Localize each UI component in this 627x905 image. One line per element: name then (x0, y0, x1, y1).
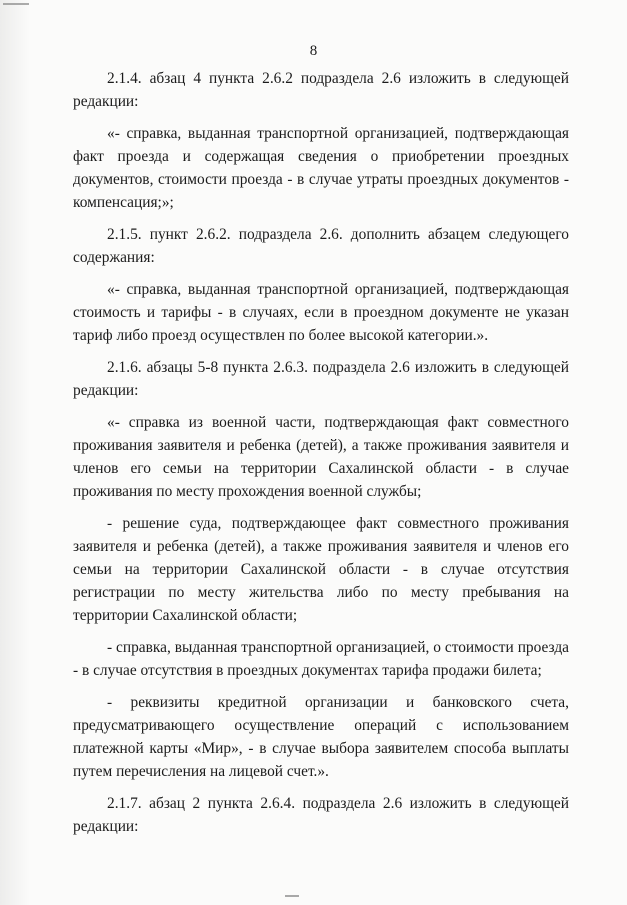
paragraph-court-decision: - решение суда, подтверждающее факт совместного проживания заявителя и ребенка (детей), а также проживания заявителя и членов его семьи на территории Сахалинской области - в случае отсутствия регистрации по месту жительства либо по месту пребывания на территории Сахалинской области; (73, 515, 569, 624)
paragraph-transport-certificate: - справка, выданная транспортной организацией, о стоимости проезда - в случае отсутствия в проездных документах тарифа продажи билета; (73, 639, 569, 679)
paragraph-quote-1: «- справка, выданная транспортной организацией, подтверждающая факт проезда и содержащая сведения о приобретении проездных документов, стоимости проезда - в случае утраты проездных документов - компенсация;»; (73, 125, 569, 211)
paragraph-2-1-5: 2.1.5. пункт 2.6.2. подраздела 2.6. дополнить абзацем следующего содержания: (73, 226, 569, 266)
paragraph-2-1-4: 2.1.4. абзац 4 пункта 2.6.2 подраздела 2.6 изложить в следующей редакции: (73, 70, 569, 110)
page-number: 8 (309, 43, 318, 59)
document-body (73, 67, 569, 838)
paragraph-2-1-6: 2.1.6. абзацы 5-8 пункта 2.6.3. подраздела 2.6 изложить в следующей редакции: (73, 359, 569, 399)
scan-artifact-bottom (285, 895, 299, 897)
paragraph-quote-3: «- справка из военной части, подтверждающая факт совместного проживания заявителя и ребенка (детей), а также проживания заявителя и членов его семьи на территории Сахалинской области - в случае проживания по месту прохождения военной службы; (73, 414, 569, 500)
paragraph-2-1-7: 2.1.7. абзац 2 пункта 2.6.4. подраздела 2.6 изложить в следующей редакции: (73, 795, 569, 835)
paragraph-bank-details: - реквизиты кредитной организации и банковского счета, предусматривающего осуществление операций с использованием платежной карты «Мир», - в случае выбора заявителем способа выплаты путем перечисления на лицевой счет.». (73, 694, 569, 780)
scan-artifact (3, 3, 29, 5)
scan-shadow-edge (0, 0, 30, 905)
paragraph-quote-2: «- справка, выданная транспортной организацией, подтверждающая стоимость и тарифы - в случаях, если в проездном документе не указан тариф либо проезд осуществлен по более высокой категории.». (73, 281, 569, 344)
